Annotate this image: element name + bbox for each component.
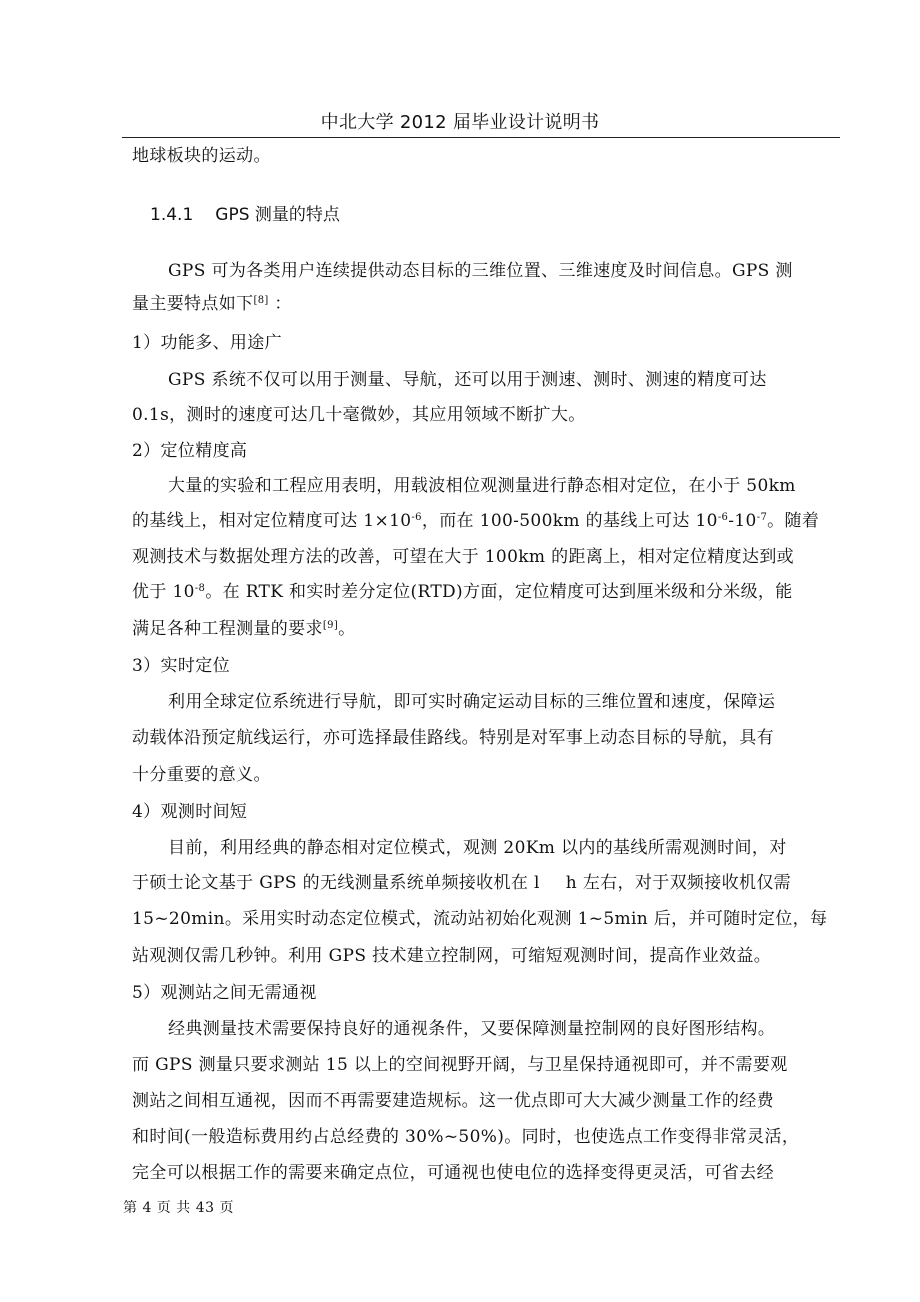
point-5-line-3: 测站之间相互通视，因而不再需要建造规标。这一优点即可大大减少测量工作的经费 (132, 1091, 774, 1111)
citation-8: [8] (253, 295, 269, 306)
point-4-line-3: 15~20min。采用实时动态定位模式，流动站初始化观测 1~5min 后，并可随时定位，每 (132, 909, 828, 929)
text-run: ，而在 100-500km 的基线上可达 10 (421, 511, 718, 531)
point-4-line-1: 目前，利用经典的静态相对定位模式，观测 20Km 以内的基线所需观测时间，对 (168, 838, 787, 858)
point-3-line-2: 动载体沿预定航线运行，亦可选择最佳路线。特别是对军事上动态目标的导航，具有 (132, 728, 774, 748)
point-2-line-2 (132, 508, 832, 534)
citation-9: [9] (322, 620, 339, 631)
point-5-line-1: 经典测量技术需要保持良好的通视条件，又要保障测量控制网的良好图形结构。 (168, 1019, 776, 1039)
section-heading (150, 202, 340, 228)
point-3-title: 3）实时定位 (132, 656, 230, 676)
point-1-title: 1）功能多、用途广 (132, 333, 282, 353)
section-title: GPS 测量的特点 (215, 205, 340, 225)
point-5-line-2: 而 GPS 测量只要求测站 15 以上的空间视野开阔，与卫星保持通视即可，并不需要观 (132, 1055, 788, 1075)
section-number: 1.4.1 (150, 205, 194, 225)
point-2-title: 2）定位精度高 (132, 441, 248, 461)
point-5-line-5: 完全可以根据工作的需要来确定点位，可通视也使电位的选择变得更灵活，可省去经 (132, 1163, 774, 1183)
text-run: h 左右，对于双频接收机仅需 (565, 873, 792, 893)
running-header: 中北大学 2012 届毕业设计说明书 (320, 112, 600, 133)
intro-text: 量主要特点如下 (132, 294, 254, 314)
paragraph-continuation: 地球板块的运动。 (132, 146, 271, 166)
text-run: 的基线上，相对定位精度可达 1×10 (132, 511, 412, 531)
text-run: -10 (728, 511, 757, 531)
exponent: -6 (717, 512, 729, 523)
page-number: 第 4 页 共 43 页 (123, 1200, 234, 1216)
text-run: 。在 RTK 和实时差分定位(RTD)方面，定位精度可达到厘米级和分米级，能 (205, 582, 793, 602)
point-2-line-4 (132, 579, 832, 605)
text-run: 优于 10 (132, 582, 195, 602)
exponent: -7 (756, 512, 768, 523)
intro-line-1: GPS 可为各类用户连续提供动态目标的三维位置、三维速度及时间信息。GPS 测 (168, 261, 793, 281)
header-rule (122, 137, 840, 138)
text-run: 满足各种工程测量的要求 (132, 619, 323, 639)
point-3-line-3: 十分重要的意义。 (132, 765, 271, 785)
point-2-line-3: 观测技术与数据处理方法的改善，可望在大于 100km 的距离上，相对定位精度达到或 (132, 547, 795, 567)
text-run: 。随着 (767, 511, 820, 531)
point-1-line-1: GPS 系统不仅可以用于测量、导航，还可以用于测速、测时、测速的精度可达 (168, 370, 767, 390)
point-4-line-4: 站观测仅需几秒钟。利用 GPS 技术建立控制网，可缩短观测时间，提高作业效益。 (132, 946, 772, 966)
intro-line-2 (132, 291, 832, 317)
point-2-line-1: 大量的实验和工程应用表明，用载波相位观测量进行静态相对定位，在小于 50km (168, 476, 796, 496)
point-4-title: 4）观测时间短 (132, 802, 248, 822)
exponent: -6 (411, 512, 422, 523)
point-5-line-4: 和时间(一般造标费用约占总经费的 30%~50%)。同时，也使选点工作变得非常灵活， (132, 1127, 800, 1147)
point-5-title: 5）观测站之间无需通视 (132, 983, 317, 1003)
intro-colon: ： (268, 294, 292, 314)
exponent: -8 (194, 583, 206, 594)
point-1-line-2: 0.1s，测时的速度可达几十毫微妙，其应用领域不断扩大。 (132, 405, 586, 425)
text-run: 。 (338, 619, 356, 639)
point-4-line-2 (132, 870, 832, 896)
text-run: 于硕士论文基于 GPS 的无线测量系统单频接收机在 l (132, 873, 540, 893)
point-2-line-5 (132, 616, 832, 642)
point-3-line-1: 利用全球定位系统进行导航，即可实时确定运动目标的三维位置和速度，保障运 (168, 692, 776, 712)
